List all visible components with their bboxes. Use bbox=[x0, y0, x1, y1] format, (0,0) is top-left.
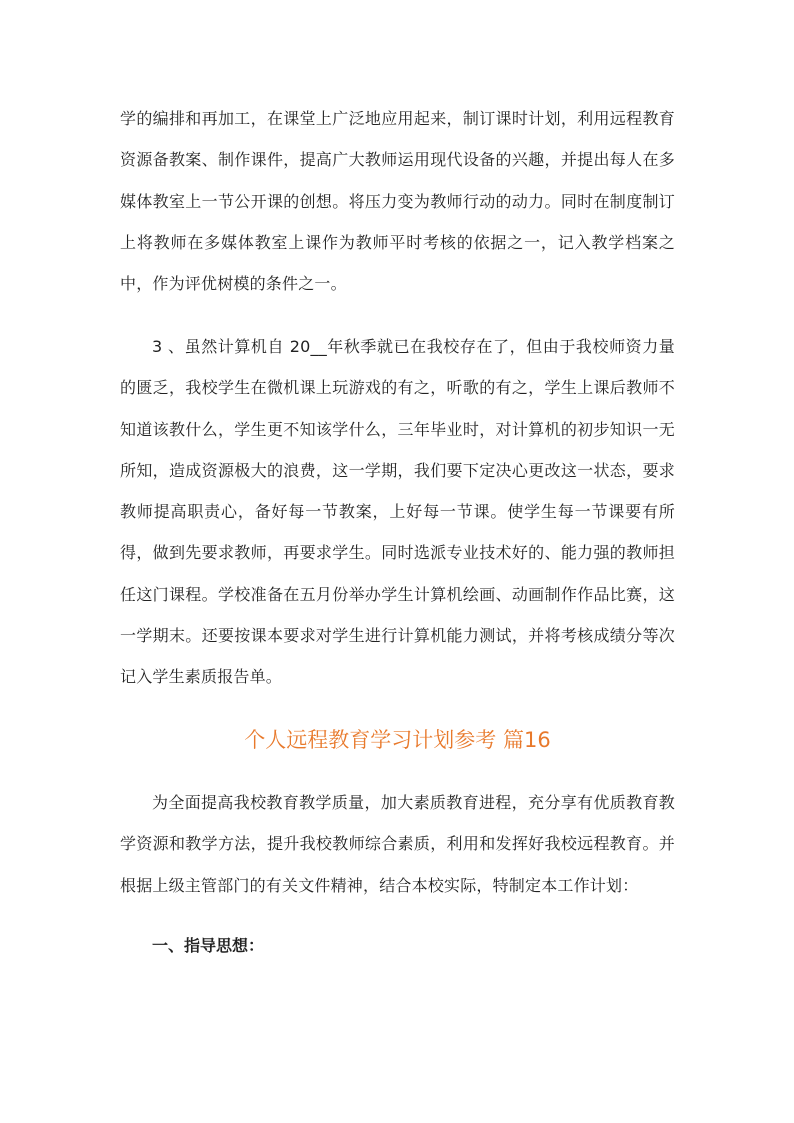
body-paragraph-1: 学的编排和再加工，在课堂上广泛地应用起来，制订课时计划，利用远程教育资源备教案、制作课件，提高广大教师运用现代设备的兴趣，并提出每人在多媒体教室上一节公开课的创想。将压力变为教师行动的动力。同时在制度制订上将教师在多媒体教室上课作为教师平时考核的依据之一，记入教学档案之中，作为评优树模的条件之一。 bbox=[120, 109, 675, 294]
subheading-guiding-ideology: 一、指导思想： bbox=[152, 936, 265, 955]
body-paragraph-2: 3 、虽然计算机自 20__年秋季就已在我校存在了，但由于我校师资力量的匮乏，我校学生在微机课上玩游戏的有之，听歌的有之，学生上课后教师不知道该教什么，学生更不知该学什么，三年毕业时，对计算机的初步知识一无所知，造成资源极大的浪费，这一学期，我们要下定决心更改这一状态，要求教师提高职责心，备好每一节教案，上好每一节课。使学生每一节课要有所得，做到先要求教师，再要求学生。同时选派专业技术好的、能力强的教师担任这门课程。学校准备在五月份举办学生计算机绘画、动画制作作品比赛，这一学期末。还要按课本要求对学生进行计算机能力测试，并将考核成绩分等次记入学生素质报告单。 bbox=[120, 337, 675, 687]
body-paragraph-3: 为全面提高我校教育教学质量，加大素质教育进程，充分享有优质教育教学资源和教学方法，提升我校教师综合素质，利用和发挥好我校远程教育。并根据上级主管部门的有关文件精神，结合本校实际，特制定本工作计划： bbox=[120, 793, 675, 895]
section-title: 个人远程教育学习计划参考 篇16 bbox=[244, 728, 551, 752]
